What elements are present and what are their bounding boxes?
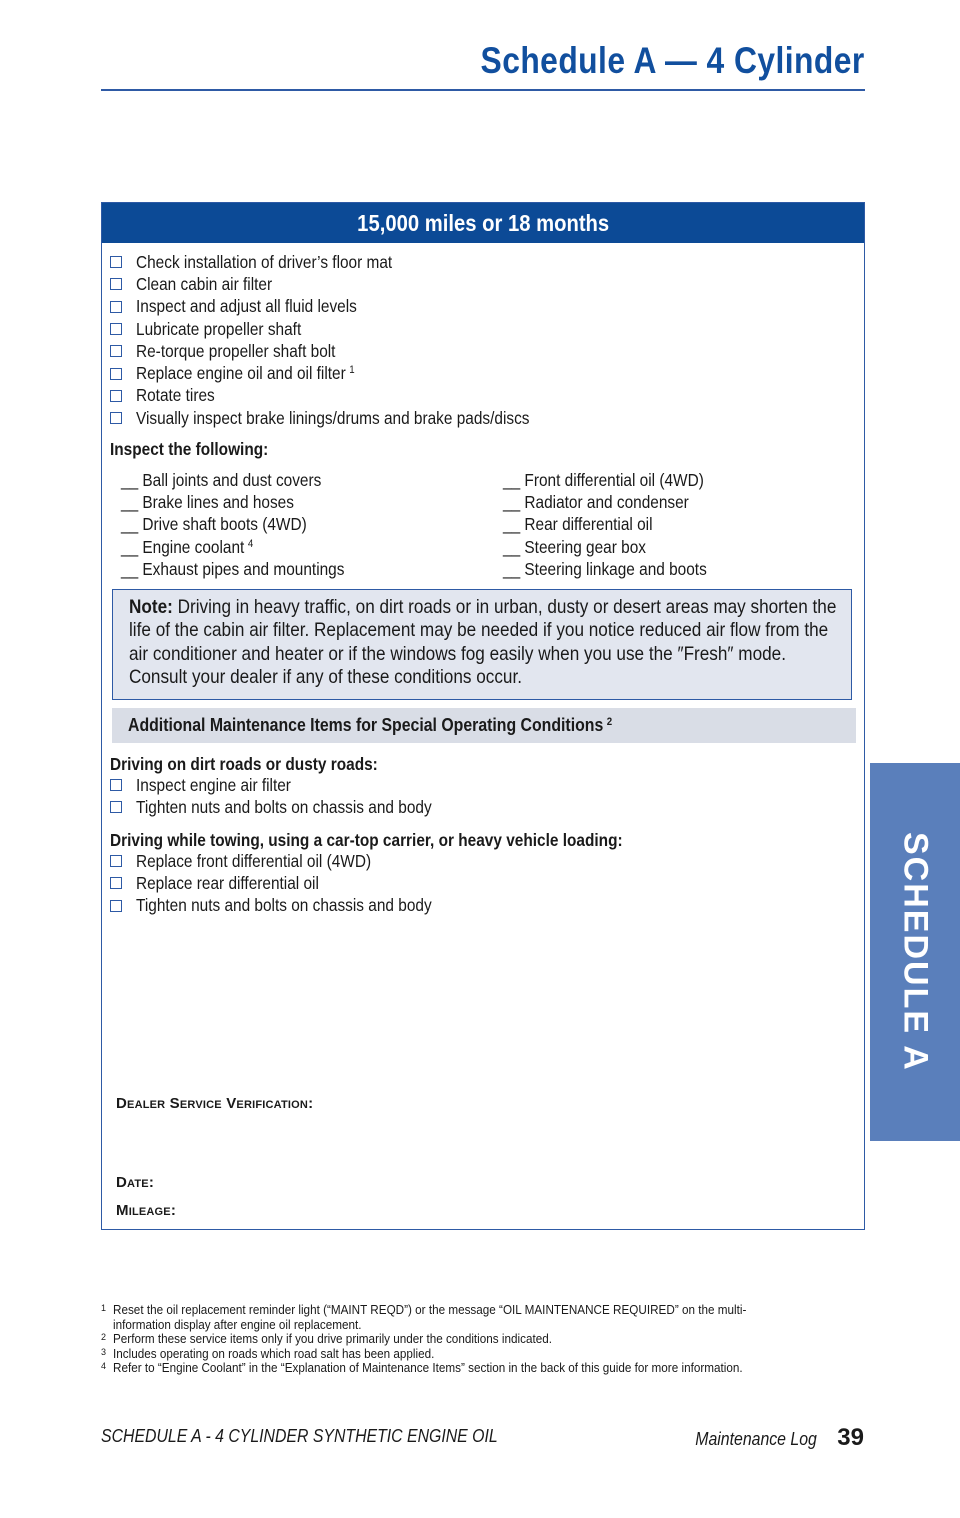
inspect-heading: Inspect the following: <box>110 439 269 459</box>
checkbox[interactable] <box>110 855 122 867</box>
checkbox[interactable] <box>110 877 122 889</box>
checkbox[interactable] <box>110 368 122 380</box>
inspect-item: __ Steering gear box <box>503 536 646 557</box>
checklist-item-label: Re-torque propeller shaft bolt <box>136 340 336 361</box>
checkbox[interactable] <box>110 779 122 791</box>
checklist-item <box>110 340 583 362</box>
title-rule <box>101 89 865 91</box>
side-section-tab[interactable] <box>870 763 960 1141</box>
footnotes <box>101 1303 881 1376</box>
inspect-list-right <box>503 469 735 580</box>
checklist-item-label: Visually inspect brake linings/drums and brake pads/discs <box>136 407 530 428</box>
checkbox[interactable] <box>110 256 122 268</box>
checklist-item <box>110 872 472 894</box>
footnote: 1 Reset the oil replacement reminder light (“MAINT REQD”) or the message “OIL MAINTENANCE REQUIRED” on the multi-information display after engine oil replacement. <box>101 1302 747 1332</box>
checklist-item-label: Replace rear differential oil <box>136 872 319 893</box>
checkbox[interactable] <box>110 345 122 357</box>
checklist-item-label: Inspect engine air filter <box>136 774 291 795</box>
page-title: Schedule A — 4 Cylinder <box>480 40 865 81</box>
mileage-label: Mileage: <box>116 1202 177 1219</box>
inspect-item: __ Brake lines and hoses <box>121 491 294 512</box>
checkbox[interactable] <box>110 801 122 813</box>
inspect-item: __ Ball joints and dust covers <box>121 469 322 490</box>
note-box <box>112 589 852 700</box>
footer-section-label: Maintenance Log <box>695 1429 818 1449</box>
footer-page-info <box>687 1424 864 1452</box>
inspect-item: __ Rear differential oil <box>503 514 653 535</box>
dusty-roads-checklist <box>110 774 472 819</box>
checklist-item <box>110 362 583 384</box>
inspect-item: __ Steering linkage and boots <box>503 558 707 579</box>
footnote: 3 Includes operating on roads which road salt has been applied. <box>101 1345 435 1361</box>
inspect-item: __ Engine coolant $^4$ <box>121 536 254 557</box>
checkbox[interactable] <box>110 278 122 290</box>
checklist-item <box>110 251 583 273</box>
dusty-roads-heading: Driving on dirt roads or dusty roads: <box>110 754 378 774</box>
inspect-item: __ Front differential oil (4WD) <box>503 469 704 490</box>
date-label: Date: <box>116 1174 155 1191</box>
checklist-item <box>110 850 472 872</box>
inspect-item: __ Drive shaft boots (4WD) <box>121 514 307 535</box>
page-number: 39 <box>837 1424 864 1451</box>
note-text: Driving in heavy traffic, on dirt roads or in urban, dusty or desert areas may shorten the life of the cabin air filter. Replacement may be needed if you notice reduced air flow from the air conditioner and heater or if the windows fog easily when you use the ″Fresh″ mode. Consult your dealer if any of these conditions occur. <box>129 596 837 688</box>
checklist-item <box>110 774 472 796</box>
checklist-item-label: Rotate tires <box>136 385 215 406</box>
footnote: 4 Refer to “Engine Coolant” in the “Explanation of Maintenance Items” section in the back of this guide for more information. <box>101 1360 743 1376</box>
checklist-item-label: Check installation of driver’s floor mat <box>136 251 393 272</box>
checkbox[interactable] <box>110 900 122 912</box>
inspect-item: __ Exhaust pipes and mountings <box>121 558 345 579</box>
inspect-item: __ Radiator and condenser <box>503 491 689 512</box>
checklist-item-label: Replace engine oil and oil filter $^1$ <box>136 363 355 384</box>
checkbox[interactable] <box>110 301 122 313</box>
note-label: Note: <box>129 596 173 618</box>
towing-checklist <box>110 850 472 917</box>
footnote-ref: 4 <box>247 537 254 550</box>
towing-heading: Driving while towing, using a car-top carrier, or heavy vehicle loading: <box>110 830 623 850</box>
checklist-item <box>110 273 583 295</box>
checkbox[interactable] <box>110 323 122 335</box>
checklist-item-label: Lubricate propeller shaft <box>136 318 302 339</box>
footer-schedule-label: SCHEDULE A - 4 CYLINDER SYNTHETIC ENGINE OIL <box>101 1426 498 1446</box>
footnote: 2 Perform these service items only if you drive primarily under the conditions indicated. <box>101 1331 552 1347</box>
checkbox[interactable] <box>110 390 122 402</box>
checklist-item-label: Clean cabin air filter <box>136 273 273 294</box>
interval-header: 15,000 miles or 18 months <box>102 203 864 243</box>
footnote-ref: 1 <box>349 364 355 377</box>
checklist-item <box>110 895 472 917</box>
checklist-item <box>110 318 583 340</box>
service-checklist <box>110 251 583 429</box>
checklist-item-label: Replace front differential oil (4WD) <box>136 850 372 871</box>
additional-maintenance-heading: Additional Maintenance Items for Special Operating Conditions $^2$ <box>112 708 856 743</box>
checklist-item <box>110 796 472 818</box>
checklist-item <box>110 385 583 407</box>
side-tab-label: SCHEDULE A <box>896 832 935 1072</box>
checklist-item-label: Inspect and adjust all fluid levels <box>136 296 357 317</box>
checklist-item-label: Tighten nuts and bolts on chassis and body <box>136 796 432 817</box>
checklist-item <box>110 407 583 429</box>
inspect-list-left <box>121 469 375 580</box>
checkbox[interactable] <box>110 412 122 424</box>
dealer-verification-label: Dealer Service Verification: <box>116 1095 314 1112</box>
service-box <box>101 202 865 1230</box>
checklist-item-label: Tighten nuts and bolts on chassis and body <box>136 895 432 916</box>
checklist-item <box>110 296 583 318</box>
